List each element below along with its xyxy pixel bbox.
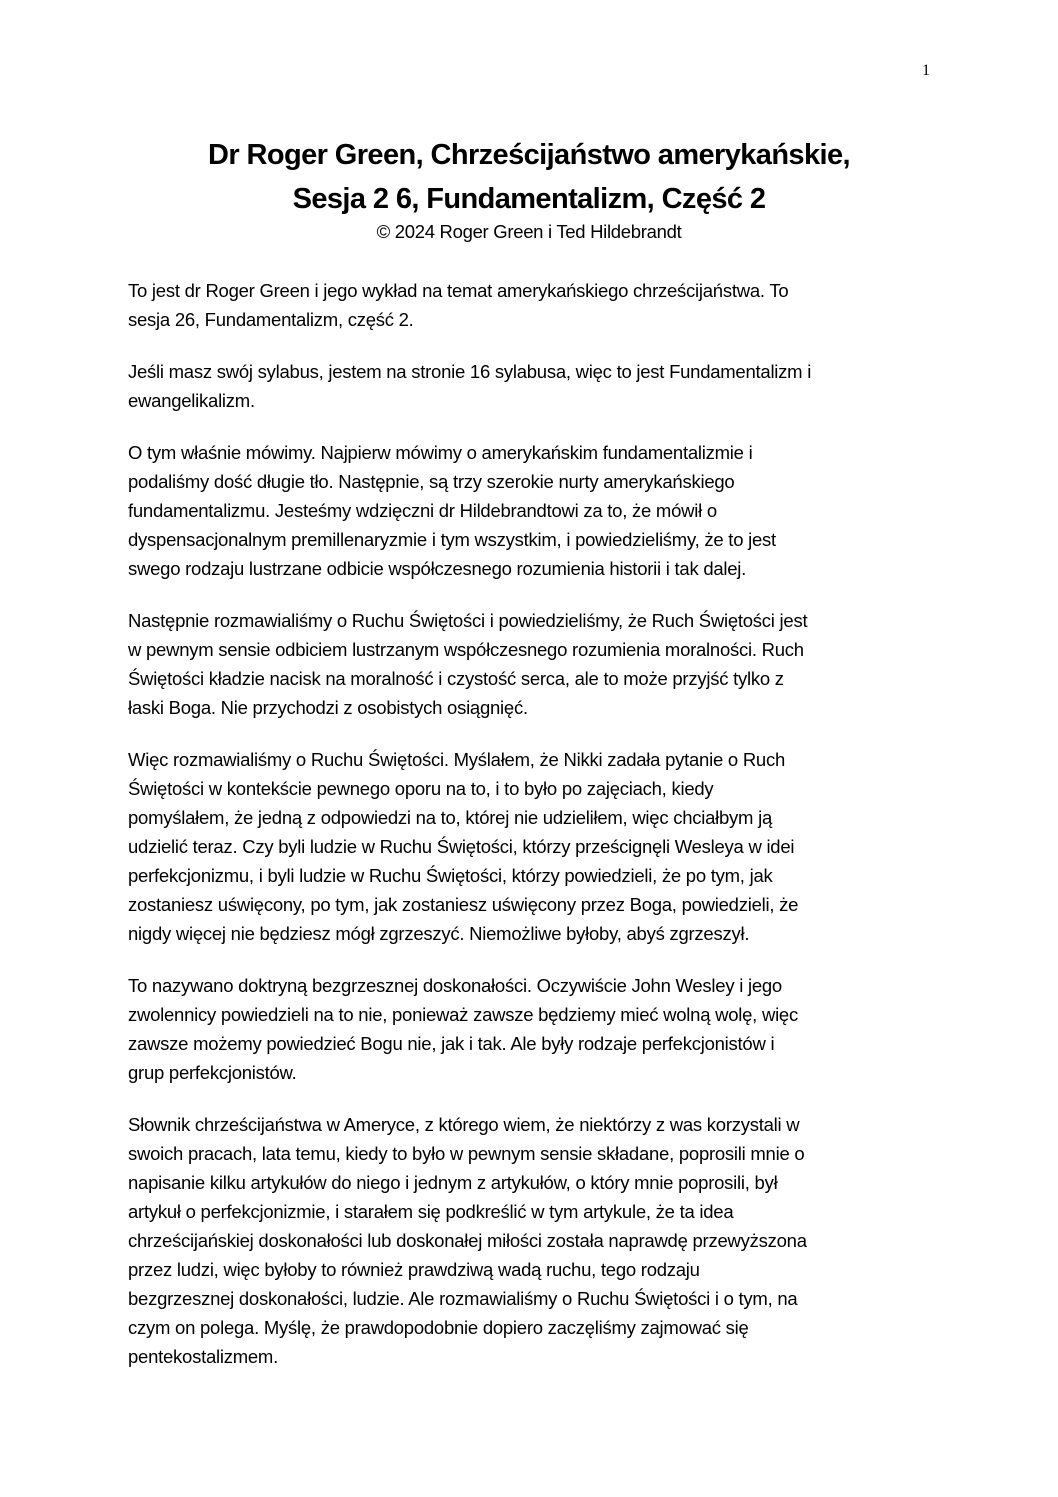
text-line: pentekostalizmem. [128, 1346, 278, 1367]
text-line: nigdy więcej nie będziesz mógł zgrzeszyć. Niemożliwe byłoby, abyś zgrzeszył. [128, 923, 750, 944]
paragraph [128, 606, 928, 722]
text-line: zwolennicy powiedzieli na to nie, ponieważ zawsze będziemy mieć wolną wolę, więc [128, 1004, 798, 1025]
text-line: czym on polega. Myślę, że prawdopodobnie dopiero zaczęliśmy zajmować się [128, 1317, 749, 1338]
text-line: zawsze możemy powiedzieć Bogu nie, jak i tak. Ale były rodzaje perfekcjonistów i [128, 1033, 775, 1054]
text-line: bezgrzesznej doskonałości, ludzie. Ale rozmawialiśmy o Ruchu Świętości i o tym, na [128, 1288, 798, 1309]
page-number: 1 [922, 62, 930, 79]
text-line: fundamentalizmu. Jesteśmy wdzięczni dr Hildebrandtowi za to, że mówił o [128, 500, 717, 521]
paragraph [128, 438, 928, 583]
text-line: Świętości w kontekście pewnego oporu na to, i to było po zajęciach, kiedy [128, 778, 714, 799]
text-line: O tym właśnie mówimy. Najpierw mówimy o amerykańskim fundamentalizmie i [128, 442, 753, 463]
text-line: swego rodzaju lustrzane odbicie współczesnego rozumienia historii i tak dalej. [128, 558, 747, 579]
paragraph [128, 745, 928, 948]
paragraph [128, 1110, 928, 1371]
text-line: To nazywano doktryną bezgrzesznej doskonałości. Oczywiście John Wesley i jego [128, 975, 782, 996]
text-line: perfekcjonizmu, i byli ludzie w Ruchu Świętości, którzy powiedzieli, że po tym, jak [128, 865, 773, 886]
copyright-notice: © 2024 Roger Green i Ted Hildebrandt [376, 221, 682, 242]
text-line: artykuł o perfekcjonizmie, i starałem się podkreślić w tym artykule, że ta idea [128, 1201, 734, 1222]
text-line: chrześcijańskiej doskonałości lub doskonałej miłości została naprawdę przewyższona [128, 1230, 807, 1251]
text-line: Więc rozmawialiśmy o Ruchu Świętości. Myślałem, że Nikki zadała pytanie o Ruch [128, 749, 786, 770]
text-line: przez ludzi, więc byłoby to również prawdziwą wadą ruchu, tego rodzaju [128, 1259, 700, 1280]
text-line: pomyślałem, że jedną z odpowiedzi na to, której nie udzieliłem, więc chciałbym ją [128, 807, 773, 828]
text-line: udzielić teraz. Czy byli ludzie w Ruchu Świętości, którzy prześcignęli Wesleya w idei [128, 836, 795, 857]
text-line: Świętości kładzie nacisk na moralność i czystość serca, ale to może przyjść tylko z [128, 668, 784, 689]
text-line: zostaniesz uświęcony, po tym, jak zostaniesz uświęcony przez Boga, powiedzieli, że [128, 894, 799, 915]
text-line: dyspensacjonalnym premillenaryzmie i tym wszystkim, i powiedzieliśmy, że to jest [128, 529, 776, 550]
text-line: Słownik chrześcijaństwa w Ameryce, z którego wiem, że niektórzy z was korzystali w [128, 1114, 800, 1135]
text-line: łaski Boga. Nie przychodzi z osobistych osiągnięć. [128, 697, 528, 718]
text-line: podaliśmy dość długie tło. Następnie, są trzy szerokie nurty amerykańskiego [128, 471, 735, 492]
text-line: ewangelikalizm. [128, 390, 255, 411]
text-line: grup perfekcjonistów. [128, 1062, 297, 1083]
text-line: sesja 26, Fundamentalizm, część 2. [128, 309, 414, 330]
title-line: Sesja 2 6, Fundamentalizm, Część 2 [292, 183, 766, 215]
text-line: To jest dr Roger Green i jego wykład na temat amerykańskiego chrześcijaństwa. To [128, 280, 789, 301]
paragraph [128, 276, 928, 334]
title-line: Dr Roger Green, Chrześcijaństwo amerykańskie, [208, 139, 850, 171]
text-line: swoich pracach, lata temu, kiedy to było w pewnym sensie składane, poprosili mnie o [128, 1143, 805, 1164]
text-line: napisanie kilku artykułów do niego i jednym z artykułów, o który mnie poprosili, był [128, 1172, 778, 1193]
document-body [128, 276, 928, 1394]
text-line: Jeśli masz swój sylabus, jestem na stronie 16 sylabusa, więc to jest Fundamentalizm i [128, 361, 812, 382]
paragraph [128, 357, 928, 415]
text-line: w pewnym sensie odbiciem lustrzanym współczesnego rozumienia moralności. Ruch [128, 639, 804, 660]
document-title [0, 133, 1058, 221]
text-line: Następnie rozmawialiśmy o Ruchu Świętości i powiedzieliśmy, że Ruch Świętości jest [128, 610, 808, 631]
paragraph [128, 971, 928, 1087]
